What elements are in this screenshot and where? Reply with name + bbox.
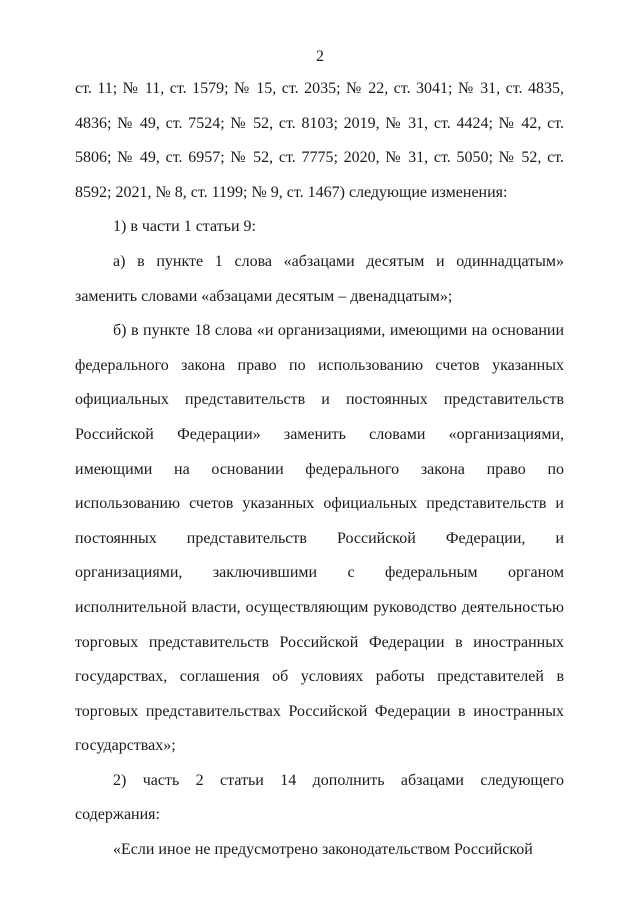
document-body bbox=[75, 72, 564, 868]
paragraph-quote-start: «Если иное не предусмотрено законодательством Российской bbox=[113, 841, 533, 859]
paragraph-item-2: 2) часть 2 статьи 14 дополнить абзацами следующего содержания: bbox=[75, 771, 564, 824]
paragraph-continuation: ст. 11; № 11, ст. 1579; № 15, ст. 2035; № 22, ст. 3041; № 31, ст. 4835, 4836; № 49, ст. 7524; № 52, ст. 8103; 2019, № 31, ст. 4424; № 42, ст. 5806; № 49, ст. 6957; № 52, ст. 7775; 2020, № 31, ст. 5050; № 52, ст. 8592; 2021, № 8, ст. 1199; № 9, ст. 1467) следующие изменения: bbox=[75, 80, 564, 201]
paragraph-subitem-a: а) в пункте 1 слова «абзацами десятым и одиннадцатым» заменить словами «абзацами десятым – двенадцатым»; bbox=[75, 252, 564, 305]
paragraph-subitem-b: б) в пункте 18 слова «и организациями, имеющими на основании федерального закона право по использованию счетов указанных официальных представительств и постоянных представительств Российской Федерации» заменить словами «организациями, имеющими на основании федерального закона право по использованию счетов указанных официальных представительств и постоянных представительств Российской Федерации, и организациями, заключившими с федеральным органом исполнительной власти, осуществляющим руководство деятельностью торговых представительств Российской Федерации в иностранных государствах, соглашения об условиях работы представителей в торговых представительствах Российской Федерации в иностранных государствах»; bbox=[75, 322, 564, 755]
page-number: 2 bbox=[316, 48, 324, 65]
paragraph-item-1: 1) в части 1 статьи 9: bbox=[113, 218, 256, 236]
